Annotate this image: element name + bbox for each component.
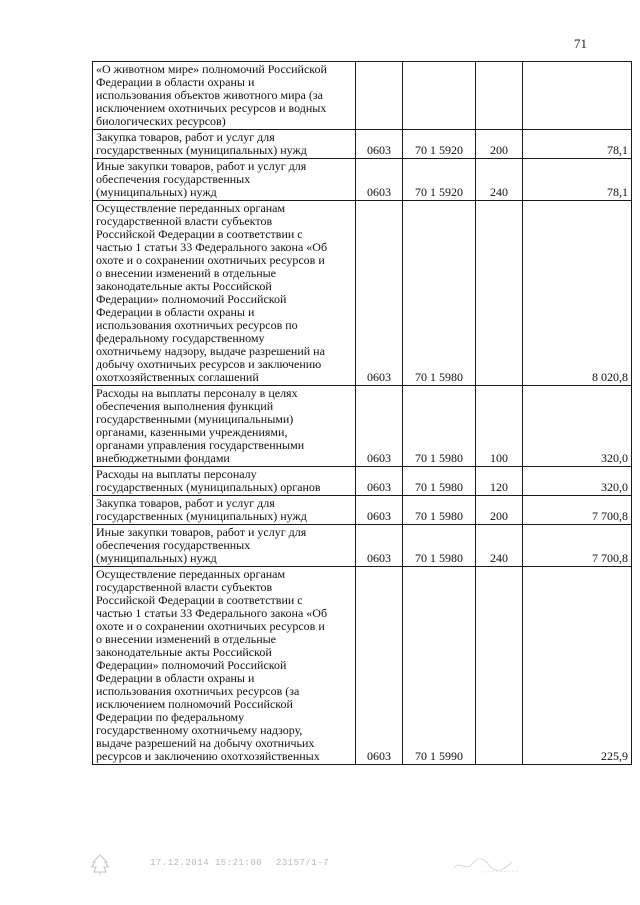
section-code-text: 0603	[367, 185, 391, 199]
expense-name-cell	[93, 467, 356, 496]
footer-document-code: 23157/1-7	[276, 858, 330, 868]
section-code-cell	[356, 467, 403, 496]
expense-type-text: 120	[490, 480, 508, 494]
expense-name-cell	[93, 567, 356, 765]
page-number: 71	[574, 36, 587, 51]
expense-name-cell	[93, 159, 356, 201]
section-code-cell	[356, 201, 403, 386]
amount-text: 225,9	[601, 749, 628, 763]
amount-cell	[523, 467, 632, 496]
section-code-cell	[356, 159, 403, 201]
section-code-text: 0603	[367, 509, 391, 523]
expense-type-text: 240	[490, 551, 508, 565]
amount-cell	[523, 496, 632, 525]
expense-name-cell	[93, 386, 356, 467]
amount-cell	[523, 159, 632, 201]
table-row	[93, 159, 632, 201]
expense-name-cell	[93, 496, 356, 525]
amount-text: 8 020,8	[592, 370, 628, 384]
expense-name-text: Осуществление переданных органам государственной власти субъектов Российской Федерации в соответствии с частью 1 статьи 33 Федерального закона «Об охоте и о сохранении охотничьих ресурсов и о внесении изменений в отдельные законодательные акты Российской Федерации» полномочий Российской Федерации в области охраны и использования охотничьих ресурсов по федеральному государственному охотничьему надзору, выдаче разрешений на добычу охотничьих ресурсов и заключению охотхозяйственных соглашений	[96, 201, 328, 384]
expense-name-text: Расходы на выплаты персоналу в целях обеспечения выполнения функций государственными (муниципальными) органами, казенными учреждениями, органами управления государственными внебюджетными фондами	[96, 386, 305, 465]
section-code-text: 0603	[367, 451, 391, 465]
expense-type-cell	[476, 525, 523, 567]
expense-name-cell	[93, 62, 356, 130]
page-footer	[90, 852, 590, 878]
budget-table	[92, 61, 632, 765]
amount-text: 320,0	[601, 480, 628, 494]
section-code-cell	[356, 567, 403, 765]
target-article-cell	[403, 62, 476, 130]
target-article-text: 70 1 5980	[415, 451, 463, 465]
expense-type-cell	[476, 62, 523, 130]
budget-table-body	[93, 62, 632, 765]
table-row	[93, 386, 632, 467]
target-article-text: 70 1 5920	[415, 143, 463, 157]
table-row	[93, 62, 632, 130]
table-row	[93, 130, 632, 159]
expense-name-text: «О животном мире» полномочий Российской Федерации в области охраны и использования объектов животного мира (за исключением охотничьих ресурсов и водных биологических ресурсов)	[96, 62, 327, 128]
amount-cell	[523, 567, 632, 765]
amount-cell	[523, 130, 632, 159]
table-row	[93, 496, 632, 525]
table-row	[93, 567, 632, 765]
amount-text: 78,1	[607, 143, 628, 157]
expense-type-text: 200	[490, 509, 508, 523]
target-article-text: 70 1 5990	[415, 749, 463, 763]
target-article-cell	[403, 525, 476, 567]
expense-name-cell	[93, 130, 356, 159]
target-article-text: 70 1 5920	[415, 185, 463, 199]
section-code-text: 0603	[367, 370, 391, 384]
amount-text: 7 700,8	[592, 509, 628, 523]
expense-type-text: 240	[490, 185, 508, 199]
expense-name-text: Осуществление переданных органам государственной власти субъектов Российской Федерации в соответствии с частью 1 статьи 33 Федерального закона «Об охоте и о сохранении охотничьих ресурсов и о внесении изменений в отдельные законодательные акты Российской Федерации» полномочий Российской Федерации в области охраны и использования охотничьих ресурсов (за исключением полномочий Российской Федерации по федеральному государственному охотничьему надзору, выдаче разрешений на добычу охотничьих ресурсов и заключению охотхозяйственных	[96, 567, 328, 763]
section-code-text: 0603	[367, 749, 391, 763]
expense-type-cell	[476, 567, 523, 765]
amount-cell	[523, 201, 632, 386]
expense-type-cell	[476, 159, 523, 201]
section-code-cell	[356, 62, 403, 130]
expense-type-text: 200	[490, 143, 508, 157]
amount-text: 7 700,8	[592, 551, 628, 565]
expense-name-text: Расходы на выплаты персоналу государственных (муниципальных) органов	[96, 467, 321, 494]
amount-cell	[523, 62, 632, 130]
target-article-cell	[403, 467, 476, 496]
section-code-cell	[356, 386, 403, 467]
expense-type-cell	[476, 130, 523, 159]
expense-type-text: 100	[490, 451, 508, 465]
target-article-text: 70 1 5980	[415, 509, 463, 523]
section-code-text: 0603	[367, 143, 391, 157]
table-row	[93, 201, 632, 386]
seal-icon	[90, 854, 110, 876]
expense-type-cell	[476, 467, 523, 496]
amount-text: 320,0	[601, 451, 628, 465]
section-code-cell	[356, 525, 403, 567]
target-article-cell	[403, 201, 476, 386]
table-row	[93, 525, 632, 567]
signature-icon	[450, 854, 540, 876]
target-article-cell	[403, 496, 476, 525]
target-article-text: 70 1 5980	[415, 551, 463, 565]
expense-type-cell	[476, 496, 523, 525]
target-article-text: 70 1 5980	[415, 480, 463, 494]
expense-type-cell	[476, 386, 523, 467]
expense-name-cell	[93, 201, 356, 386]
table-row	[93, 467, 632, 496]
expense-name-text: Закупка товаров, работ и услуг для государственных (муниципальных) нужд	[96, 496, 307, 523]
expense-name-text: Иные закупки товаров, работ и услуг для обеспечения государственных (муниципальных) нужд	[96, 159, 307, 199]
amount-cell	[523, 386, 632, 467]
target-article-cell	[403, 159, 476, 201]
expense-type-cell	[476, 201, 523, 386]
footer-timestamp: 17.12.2014 15:21:00	[150, 858, 263, 868]
target-article-text: 70 1 5980	[415, 370, 463, 384]
section-code-cell	[356, 130, 403, 159]
expense-name-text: Иные закупки товаров, работ и услуг для обеспечения государственных (муниципальных) нужд	[96, 525, 307, 565]
amount-cell	[523, 525, 632, 567]
section-code-text: 0603	[367, 480, 391, 494]
expense-name-cell	[93, 525, 356, 567]
section-code-cell	[356, 496, 403, 525]
target-article-cell	[403, 567, 476, 765]
target-article-cell	[403, 130, 476, 159]
section-code-text: 0603	[367, 551, 391, 565]
amount-text: 78,1	[607, 185, 628, 199]
target-article-cell	[403, 386, 476, 467]
expense-name-text: Закупка товаров, работ и услуг для государственных (муниципальных) нужд	[96, 130, 307, 157]
